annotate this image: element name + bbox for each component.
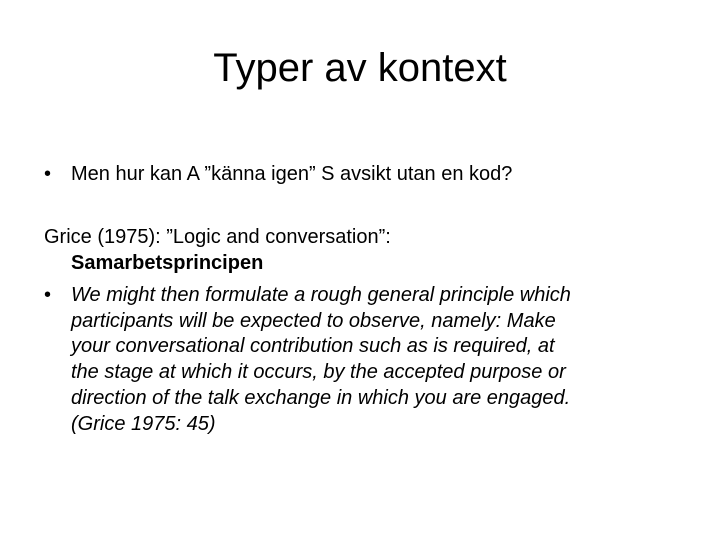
principle-name: Samarbetsprincipen xyxy=(71,252,264,274)
quote-line: your conversational contribution such as is required, at xyxy=(71,335,555,358)
quote-line: participants will be expected to observe, namely: Make xyxy=(71,309,556,332)
quote-line: direction of the talk exchange in which you are engaged. xyxy=(71,386,571,409)
slide-title: Typer av kontext xyxy=(213,46,507,90)
quote-line: the stage at which it occurs, by the accepted purpose or xyxy=(71,361,566,384)
grice-quote-text xyxy=(71,283,571,437)
bullet-question-text: Men hur kan A ”känna igen” S avsikt utan en kod? xyxy=(71,163,513,185)
quote-line: (Grice 1975: 45) xyxy=(71,412,216,435)
grice-reference: Grice (1975): ”Logic and conversation”: xyxy=(44,226,391,248)
quote-line: We might then formulate a rough general principle which xyxy=(71,284,571,306)
bullet-marker: • xyxy=(44,284,52,306)
bullet-marker: • xyxy=(44,163,52,185)
